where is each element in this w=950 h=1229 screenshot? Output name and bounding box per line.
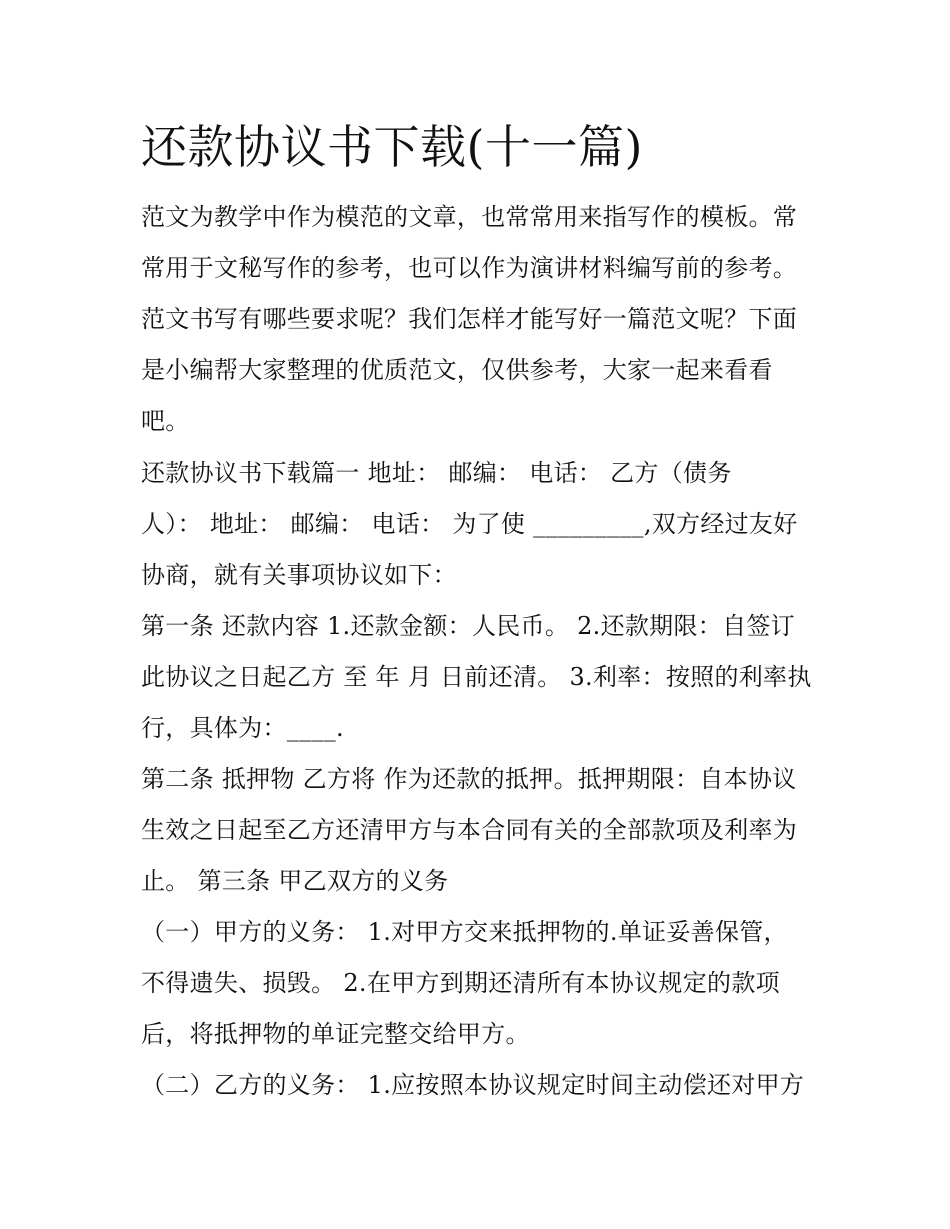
paragraph-line: 吧。 (141, 407, 190, 435)
paragraph-line: （一）甲方的义务： 1.对甲方交来抵押物的.单证妥善保管， (141, 918, 788, 946)
paragraph-line: 此协议之日起乙方 至 年 月 日前还清。 3.利率：按照的利率执 (141, 663, 812, 691)
paragraph-line: 止。 第三条 甲乙双方的义务 (141, 867, 449, 895)
paragraph-line: 第一条 还款内容 1.还款金额：人民币。 2.还款期限：自签订 (141, 612, 795, 640)
document-title: 还款协议书下载(十一篇) (141, 120, 643, 174)
paragraph-line: 人）： 地址： 邮编： 电话： 为了使 _________,双方经过友好 (141, 510, 798, 538)
paragraph-line: 范文书写有哪些要求呢？我们怎样才能写好一篇范文呢？下面 (141, 305, 798, 333)
paragraph-line: 常用于文秘写作的参考，也可以作为演讲材料编写前的参考。 (141, 254, 798, 282)
paragraph-line: 协商，就有关事项协议如下： (141, 561, 457, 589)
paragraph-line: 还款协议书下载篇一 地址： 邮编： 电话： 乙方（债务 (141, 459, 732, 487)
paragraph-line: （二）乙方的义务： 1.应按照本协议规定时间主动偿还对甲方 (141, 1071, 805, 1099)
paragraph-line: 第二条 抵押物 乙方将 作为还款的抵押。抵押期限：自本协议 (141, 765, 797, 793)
paragraph-line: 不得遗失、损毁。 2.在甲方到期还清所有本协议规定的款项 (141, 969, 780, 997)
paragraph-line: 后，将抵押物的单证完整交给甲方。 (141, 1020, 530, 1048)
paragraph-line: 生效之日起至乙方还清甲方与本合同有关的全部款项及利率为 (141, 816, 798, 844)
paragraph-line: 行，具体为：____. (141, 714, 344, 742)
paragraph-line: 范文为教学中作为模范的文章，也常常用来指写作的模板。常 (141, 203, 798, 231)
paragraph-line: 是小编帮大家整理的优质范文，仅供参考，大家一起来看看 (141, 356, 773, 384)
